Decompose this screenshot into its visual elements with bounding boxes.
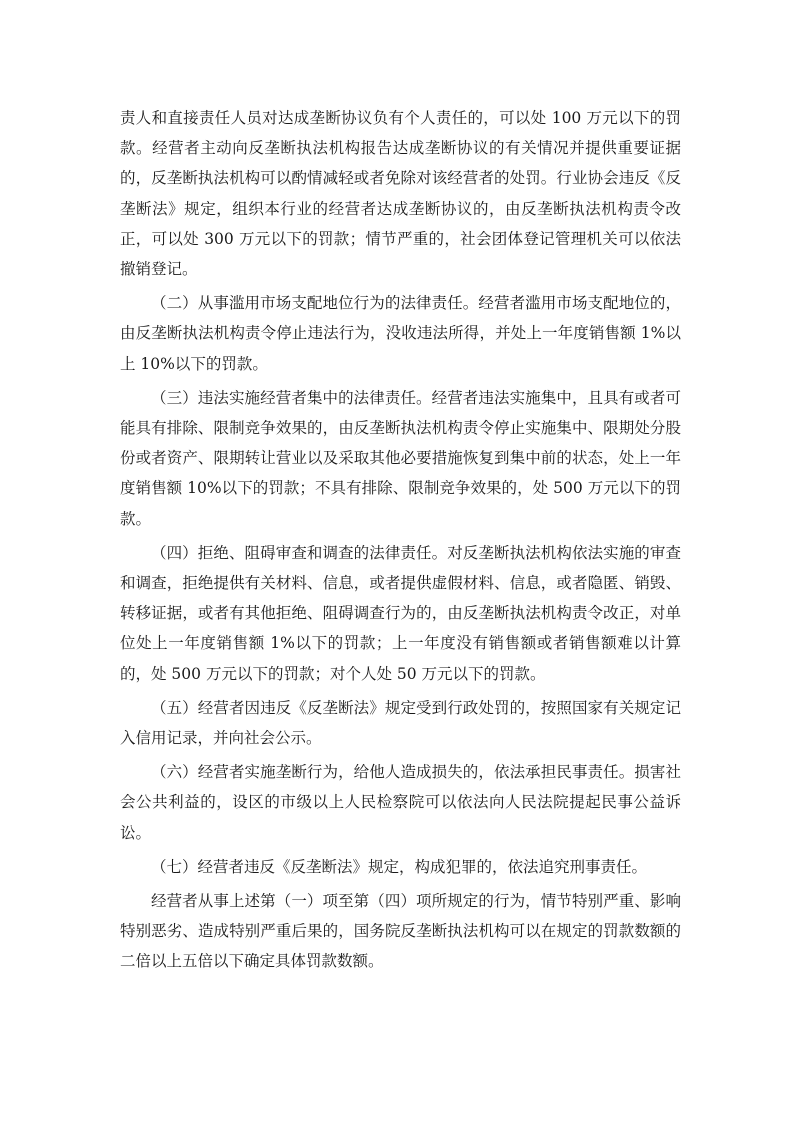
paragraph-liability-agreement: 责人和直接责任人员对达成垄断协议负有个人责任的，可以处 100 万元以下的罚款。经营者主动向反垄断执法机构报告达成垄断协议的有关情况并提供重要证据的，反垄断执法机构可以酌情减轻或者免除对该经营者的处罚。行业协会违反《反垄断法》规定，组织本行业的经营者达成垄断协议的，由反垄断执法机构责令改正，可以处 300 万元以下的罚款；情节严重的，社会团体登记管理机关可以依法撤销登记。: [120, 109, 681, 279]
document-page: [120, 103, 681, 981]
paragraph-credit-record: （五）经营者因违反《反垄断法》规定受到行政处罚的，按照国家有关规定记入信用记录，并向社会公示。: [120, 698, 681, 748]
paragraph-obstruction: （四）拒绝、阻碍审查和调查的法律责任。对反垄断执法机构依法实施的审查和调查，拒绝提供有关材料、信息，或者提供虚假材料、信息，或者隐匿、销毁、转移证据，或者有其他拒绝、阻碍调查行为的，由反垄断执法机构责令改正，对单位处上一年度销售额 1%以下的罚款；上一年度没有销售额或者销售额难以计算的，处 500 万元以下的罚款；对个人处 50 万元以下的罚款。: [120, 543, 681, 683]
paragraph-penalty-multiplier: 经营者从事上述第（一）项至第（四）项所规定的行为，情节特别严重、影响特别恶劣、造成特别严重后果的，国务院反垄断执法机构可以在规定的罚款数额的二倍以上五倍以下确定具体罚款数额。: [120, 892, 681, 971]
paragraph-abuse-dominance: （二）从事滥用市场支配地位行为的法律责任。经营者滥用市场支配地位的，由反垄断执法机构责令停止违法行为，没收违法所得，并处上一年度销售额 1%以上 10%以下的罚款。: [120, 294, 681, 373]
paragraph-concentration: （三）违法实施经营者集中的法律责任。经营者违法实施集中，且具有或者可能具有排除、限制竞争效果的，由反垄断执法机构责令停止实施集中、限期处分股份或者资产、限期转让营业以及采取其他必要措施恢复到集中前的状态，处上一年度销售额 10%以下的罚款；不具有排除、限制竞争效果的，处 500 万元以下的罚款。: [120, 388, 681, 528]
paragraph-civil-liability: （六）经营者实施垄断行为，给他人造成损失的，依法承担民事责任。损害社会公共利益的，设区的市级以上人民检察院可以依法向人民法院提起民事公益诉讼。: [120, 763, 681, 842]
paragraph-criminal-liability: （七）经营者违反《反垄断法》规定，构成犯罪的，依法追究刑事责任。: [151, 857, 648, 876]
